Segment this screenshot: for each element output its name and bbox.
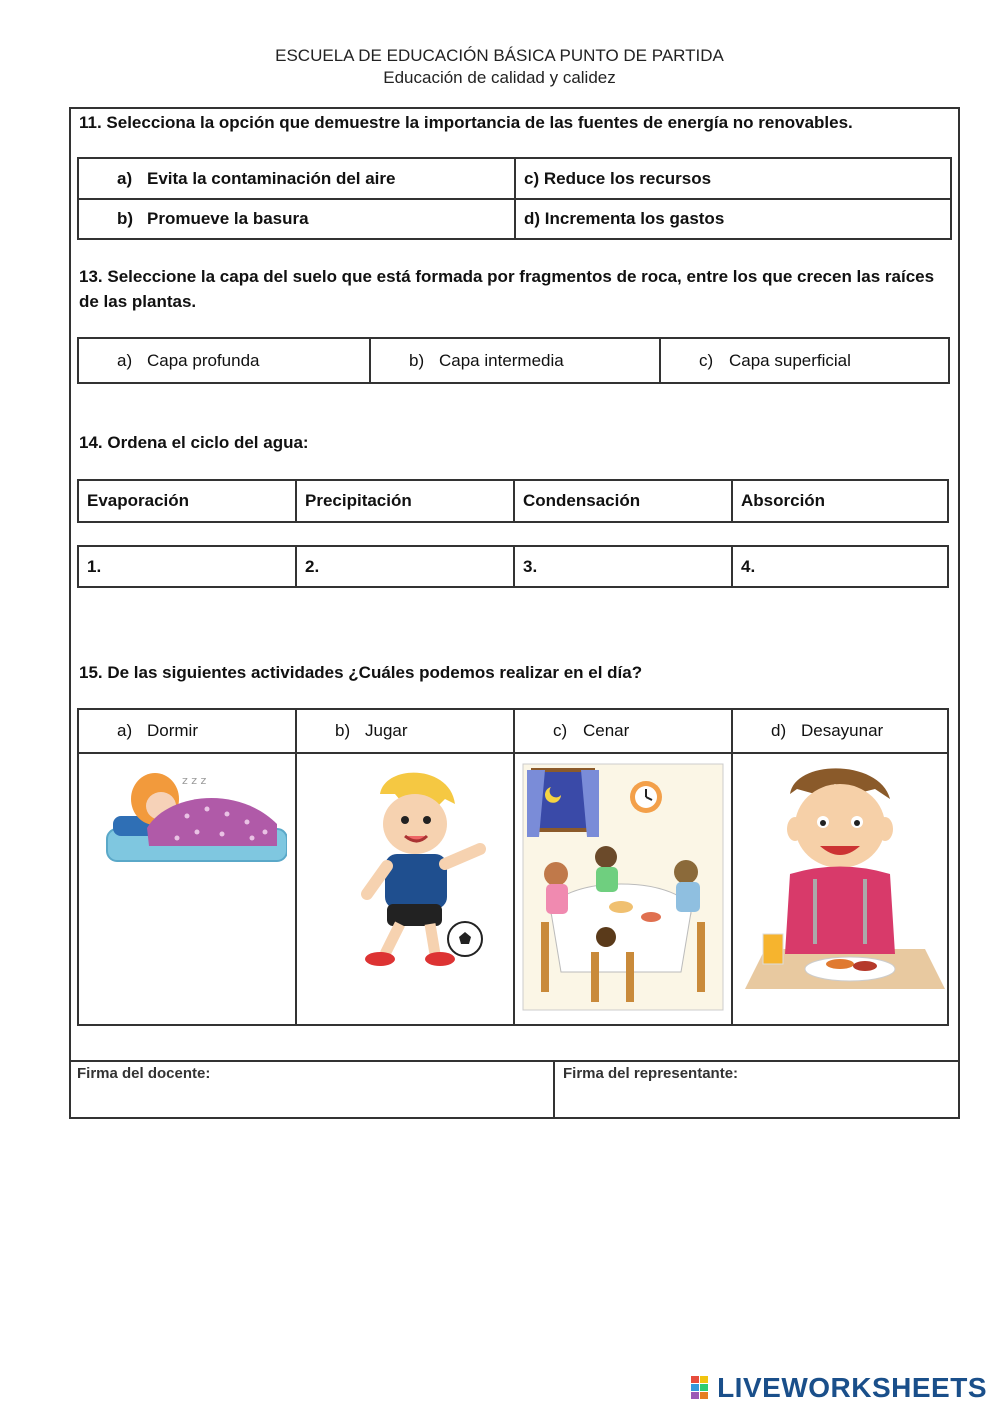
q11-option-c-text: c) Reduce los recursos: [524, 168, 712, 188]
q13-option-c[interactable]: [660, 338, 949, 383]
q13-option-b-text: Capa intermedia: [439, 350, 564, 370]
liveworksheets-brand: LIVEWORKSHEETS: [717, 1372, 987, 1403]
q13-option-b[interactable]: [370, 338, 660, 383]
q11-option-b[interactable]: [78, 199, 515, 239]
q15-option-d-text: Desayunar: [801, 721, 884, 740]
svg-text:z z z: z z z: [182, 774, 207, 787]
q15-option-d-letter: d): [771, 721, 787, 740]
q15-option-a-letter: a): [117, 721, 133, 740]
q15-options-table: [77, 708, 949, 1026]
q13-option-c-letter: c): [699, 350, 714, 370]
q11-option-d-text: d) Incrementa los gastos: [524, 209, 725, 228]
q14-term-3[interactable]: Condensación: [514, 480, 732, 522]
q13-option-c-text: Capa superficial: [729, 350, 851, 370]
q15-option-c[interactable]: [514, 709, 732, 753]
question-11: 11. Selecciona la opción que demuestre la importancia de las fuentes de energía no renovables.: [79, 113, 853, 132]
school-name: ESCUELA DE EDUCACIÓN BÁSICA PUNTO DE PARTIDA: [275, 46, 724, 65]
question-14: 14. Ordena el ciclo del agua:: [79, 433, 309, 452]
representative-signature-label: Firma del representante:: [563, 1065, 739, 1082]
sleeping-child-illustration: [87, 754, 287, 1019]
q13-option-a[interactable]: [78, 338, 370, 383]
q15-option-b-letter: b): [335, 721, 351, 740]
q15-option-c-text: Cenar: [583, 721, 630, 740]
question-13: 13. Seleccione la capa del suelo que está formada por fragmentos de roca, entre los que crecen las raíces de las plantas.: [79, 267, 935, 311]
q13-options-table: [77, 337, 950, 384]
q14-slot-1[interactable]: 1.: [78, 546, 296, 587]
family-dinner-illustration: [521, 762, 725, 1012]
liveworksheets-icon: [691, 1376, 717, 1400]
q14-terms-table: [77, 479, 949, 523]
q13-option-a-text: Capa profunda: [147, 350, 260, 370]
q13-option-a-letter: a): [117, 350, 133, 370]
q11-option-d[interactable]: [515, 199, 951, 239]
q14-slot-3[interactable]: 3.: [514, 546, 732, 587]
q14-term-1[interactable]: Evaporación: [78, 480, 296, 522]
playing-child-image[interactable]: [296, 753, 514, 1025]
q14-term-2[interactable]: Precipitación: [296, 480, 514, 522]
q11-option-a-letter: a): [117, 168, 133, 188]
liveworksheets-logo: [691, 1372, 987, 1404]
family-dinner-image[interactable]: [514, 753, 732, 1025]
q11-option-c[interactable]: [515, 158, 951, 199]
breakfast-boy-illustration: [735, 754, 945, 1019]
q11-option-b-text: Promueve la basura: [147, 209, 309, 228]
breakfast-boy-image[interactable]: [732, 753, 948, 1025]
q11-option-a-text: Evita la contaminación del aire: [147, 168, 396, 188]
q14-slot-2[interactable]: 2.: [296, 546, 514, 587]
teacher-signature-label: Firma del docente:: [77, 1065, 211, 1082]
representative-signature-field[interactable]: [555, 1060, 960, 1119]
teacher-signature-field[interactable]: [69, 1060, 555, 1119]
q15-option-c-letter: c): [553, 721, 568, 740]
q11-option-b-letter: b): [117, 209, 134, 228]
q13-option-b-letter: b): [409, 350, 425, 370]
school-motto: Educación de calidad y calidez: [383, 68, 616, 87]
question-15: 15. De las siguientes actividades ¿Cuáles podemos realizar en el día?: [79, 663, 643, 682]
q14-slots-table: [77, 545, 949, 588]
q14-slot-4[interactable]: 4.: [732, 546, 948, 587]
q15-option-a-text: Dormir: [147, 721, 198, 740]
q15-option-d[interactable]: [732, 709, 948, 753]
q15-option-a[interactable]: [78, 709, 296, 753]
q14-term-4[interactable]: Absorción: [732, 480, 948, 522]
sleeping-child-image[interactable]: [78, 753, 296, 1025]
q15-option-b-text: Jugar: [365, 721, 408, 740]
q15-option-b[interactable]: [296, 709, 514, 753]
playing-child-illustration: [305, 754, 505, 1019]
q11-option-a[interactable]: [78, 158, 515, 199]
q11-options-table: [77, 157, 952, 240]
